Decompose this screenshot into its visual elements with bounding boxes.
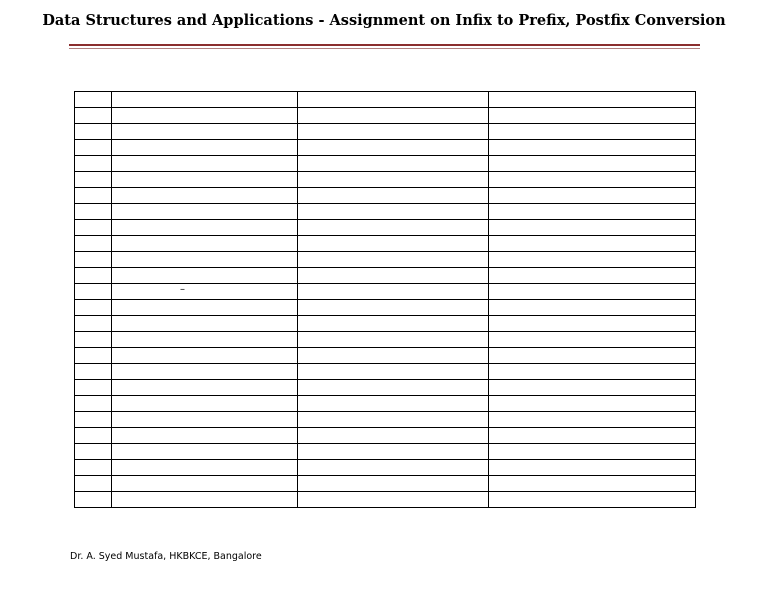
table-cell <box>489 156 696 172</box>
table-cell <box>489 140 696 156</box>
table-row <box>75 396 696 412</box>
table-cell <box>489 204 696 220</box>
table-cell <box>75 268 112 284</box>
table-cell <box>112 396 298 412</box>
table-cell <box>298 172 489 188</box>
table-cell <box>298 380 489 396</box>
table-cell <box>112 444 298 460</box>
table-row <box>75 284 696 300</box>
table-cell <box>489 460 696 476</box>
table-row <box>75 124 696 140</box>
table-cell <box>75 492 112 508</box>
table-cell <box>112 364 298 380</box>
table-cell <box>298 300 489 316</box>
table-row <box>75 268 696 284</box>
table-cell <box>489 220 696 236</box>
table-cell <box>112 220 298 236</box>
table-cell <box>298 124 489 140</box>
table-row <box>75 348 696 364</box>
table-cell <box>112 204 298 220</box>
table-cell <box>489 284 696 300</box>
table-cell <box>298 412 489 428</box>
table-cell <box>489 172 696 188</box>
table-row <box>75 188 696 204</box>
table-cell <box>298 236 489 252</box>
table-cell <box>75 220 112 236</box>
table-row <box>75 156 696 172</box>
table-cell <box>489 252 696 268</box>
table-cell <box>112 460 298 476</box>
table-cell <box>75 284 112 300</box>
table-cell <box>112 380 298 396</box>
table-row <box>75 300 696 316</box>
table-cell <box>489 380 696 396</box>
table-cell <box>298 444 489 460</box>
table-cell <box>75 380 112 396</box>
table-cell <box>298 428 489 444</box>
table-cell <box>112 124 298 140</box>
table-cell <box>75 364 112 380</box>
table-cell <box>112 172 298 188</box>
table-cell <box>489 108 696 124</box>
table-cell <box>75 236 112 252</box>
table-row <box>75 204 696 220</box>
table-cell <box>112 236 298 252</box>
table-cell <box>75 348 112 364</box>
table-cell <box>489 332 696 348</box>
table-cell <box>489 476 696 492</box>
table-cell <box>489 348 696 364</box>
table-cell <box>298 108 489 124</box>
cell-mark: – <box>180 284 185 295</box>
table-cell <box>489 364 696 380</box>
table-cell <box>112 268 298 284</box>
table-cell <box>489 124 696 140</box>
table-cell <box>112 108 298 124</box>
footer-author: Dr. A. Syed Mustafa, HKBKCE, Bangalore <box>70 551 262 562</box>
table-cell <box>298 140 489 156</box>
table-row <box>75 428 696 444</box>
table-cell <box>112 316 298 332</box>
table-row <box>75 108 696 124</box>
table-cell <box>75 92 112 108</box>
table-row <box>75 460 696 476</box>
table-cell <box>75 172 112 188</box>
table-cell <box>489 268 696 284</box>
table-cell <box>489 300 696 316</box>
table-cell <box>75 156 112 172</box>
table-cell <box>112 492 298 508</box>
table-cell <box>298 332 489 348</box>
table-cell <box>298 460 489 476</box>
table-row <box>75 476 696 492</box>
table-cell <box>489 92 696 108</box>
table-cell <box>489 316 696 332</box>
table-cell <box>489 396 696 412</box>
header-rule-thick <box>69 44 700 46</box>
table-row <box>75 492 696 508</box>
table-cell <box>112 412 298 428</box>
table-cell <box>112 300 298 316</box>
table-cell <box>75 332 112 348</box>
table-cell <box>112 92 298 108</box>
table-cell <box>75 140 112 156</box>
table-cell <box>75 124 112 140</box>
table-cell <box>298 492 489 508</box>
table-cell <box>112 188 298 204</box>
table-cell <box>75 316 112 332</box>
header-rule-thin <box>69 48 700 49</box>
table-row <box>75 364 696 380</box>
table-cell <box>298 252 489 268</box>
table-cell <box>489 412 696 428</box>
table-cell <box>489 428 696 444</box>
table-row <box>75 412 696 428</box>
conversion-table-body <box>75 92 696 508</box>
table-cell <box>489 444 696 460</box>
table-row <box>75 252 696 268</box>
table-row <box>75 332 696 348</box>
table-cell <box>298 476 489 492</box>
table-row <box>75 92 696 108</box>
table-cell <box>298 156 489 172</box>
table-cell <box>298 268 489 284</box>
table-row <box>75 220 696 236</box>
table-cell <box>298 316 489 332</box>
table-row <box>75 236 696 252</box>
table-cell <box>298 204 489 220</box>
table-cell <box>298 284 489 300</box>
table-cell <box>75 188 112 204</box>
table-cell <box>75 204 112 220</box>
conversion-table <box>74 91 696 508</box>
table-cell <box>112 348 298 364</box>
table-cell <box>75 252 112 268</box>
table-cell <box>298 188 489 204</box>
table-cell <box>75 412 112 428</box>
table-cell <box>112 252 298 268</box>
table-cell <box>75 476 112 492</box>
table-row <box>75 316 696 332</box>
table-cell <box>489 188 696 204</box>
table-cell <box>489 236 696 252</box>
table-cell <box>75 428 112 444</box>
table-cell <box>298 364 489 380</box>
table-row <box>75 172 696 188</box>
table-cell <box>75 444 112 460</box>
table-cell <box>298 92 489 108</box>
table-cell <box>112 476 298 492</box>
table-cell <box>489 492 696 508</box>
table-row <box>75 444 696 460</box>
table-cell <box>298 348 489 364</box>
table-cell <box>298 396 489 412</box>
table-cell <box>75 108 112 124</box>
table-cell <box>112 140 298 156</box>
table-cell <box>112 428 298 444</box>
table-cell <box>75 300 112 316</box>
table-row <box>75 140 696 156</box>
table-cell <box>75 396 112 412</box>
table-cell <box>75 460 112 476</box>
table-cell <box>112 284 298 300</box>
table-cell <box>112 156 298 172</box>
table-cell <box>298 220 489 236</box>
table-row <box>75 380 696 396</box>
page-title: Data Structures and Applications - Assignment on Infix to Prefix, Postfix Conversion <box>42 12 726 29</box>
table-cell <box>112 332 298 348</box>
